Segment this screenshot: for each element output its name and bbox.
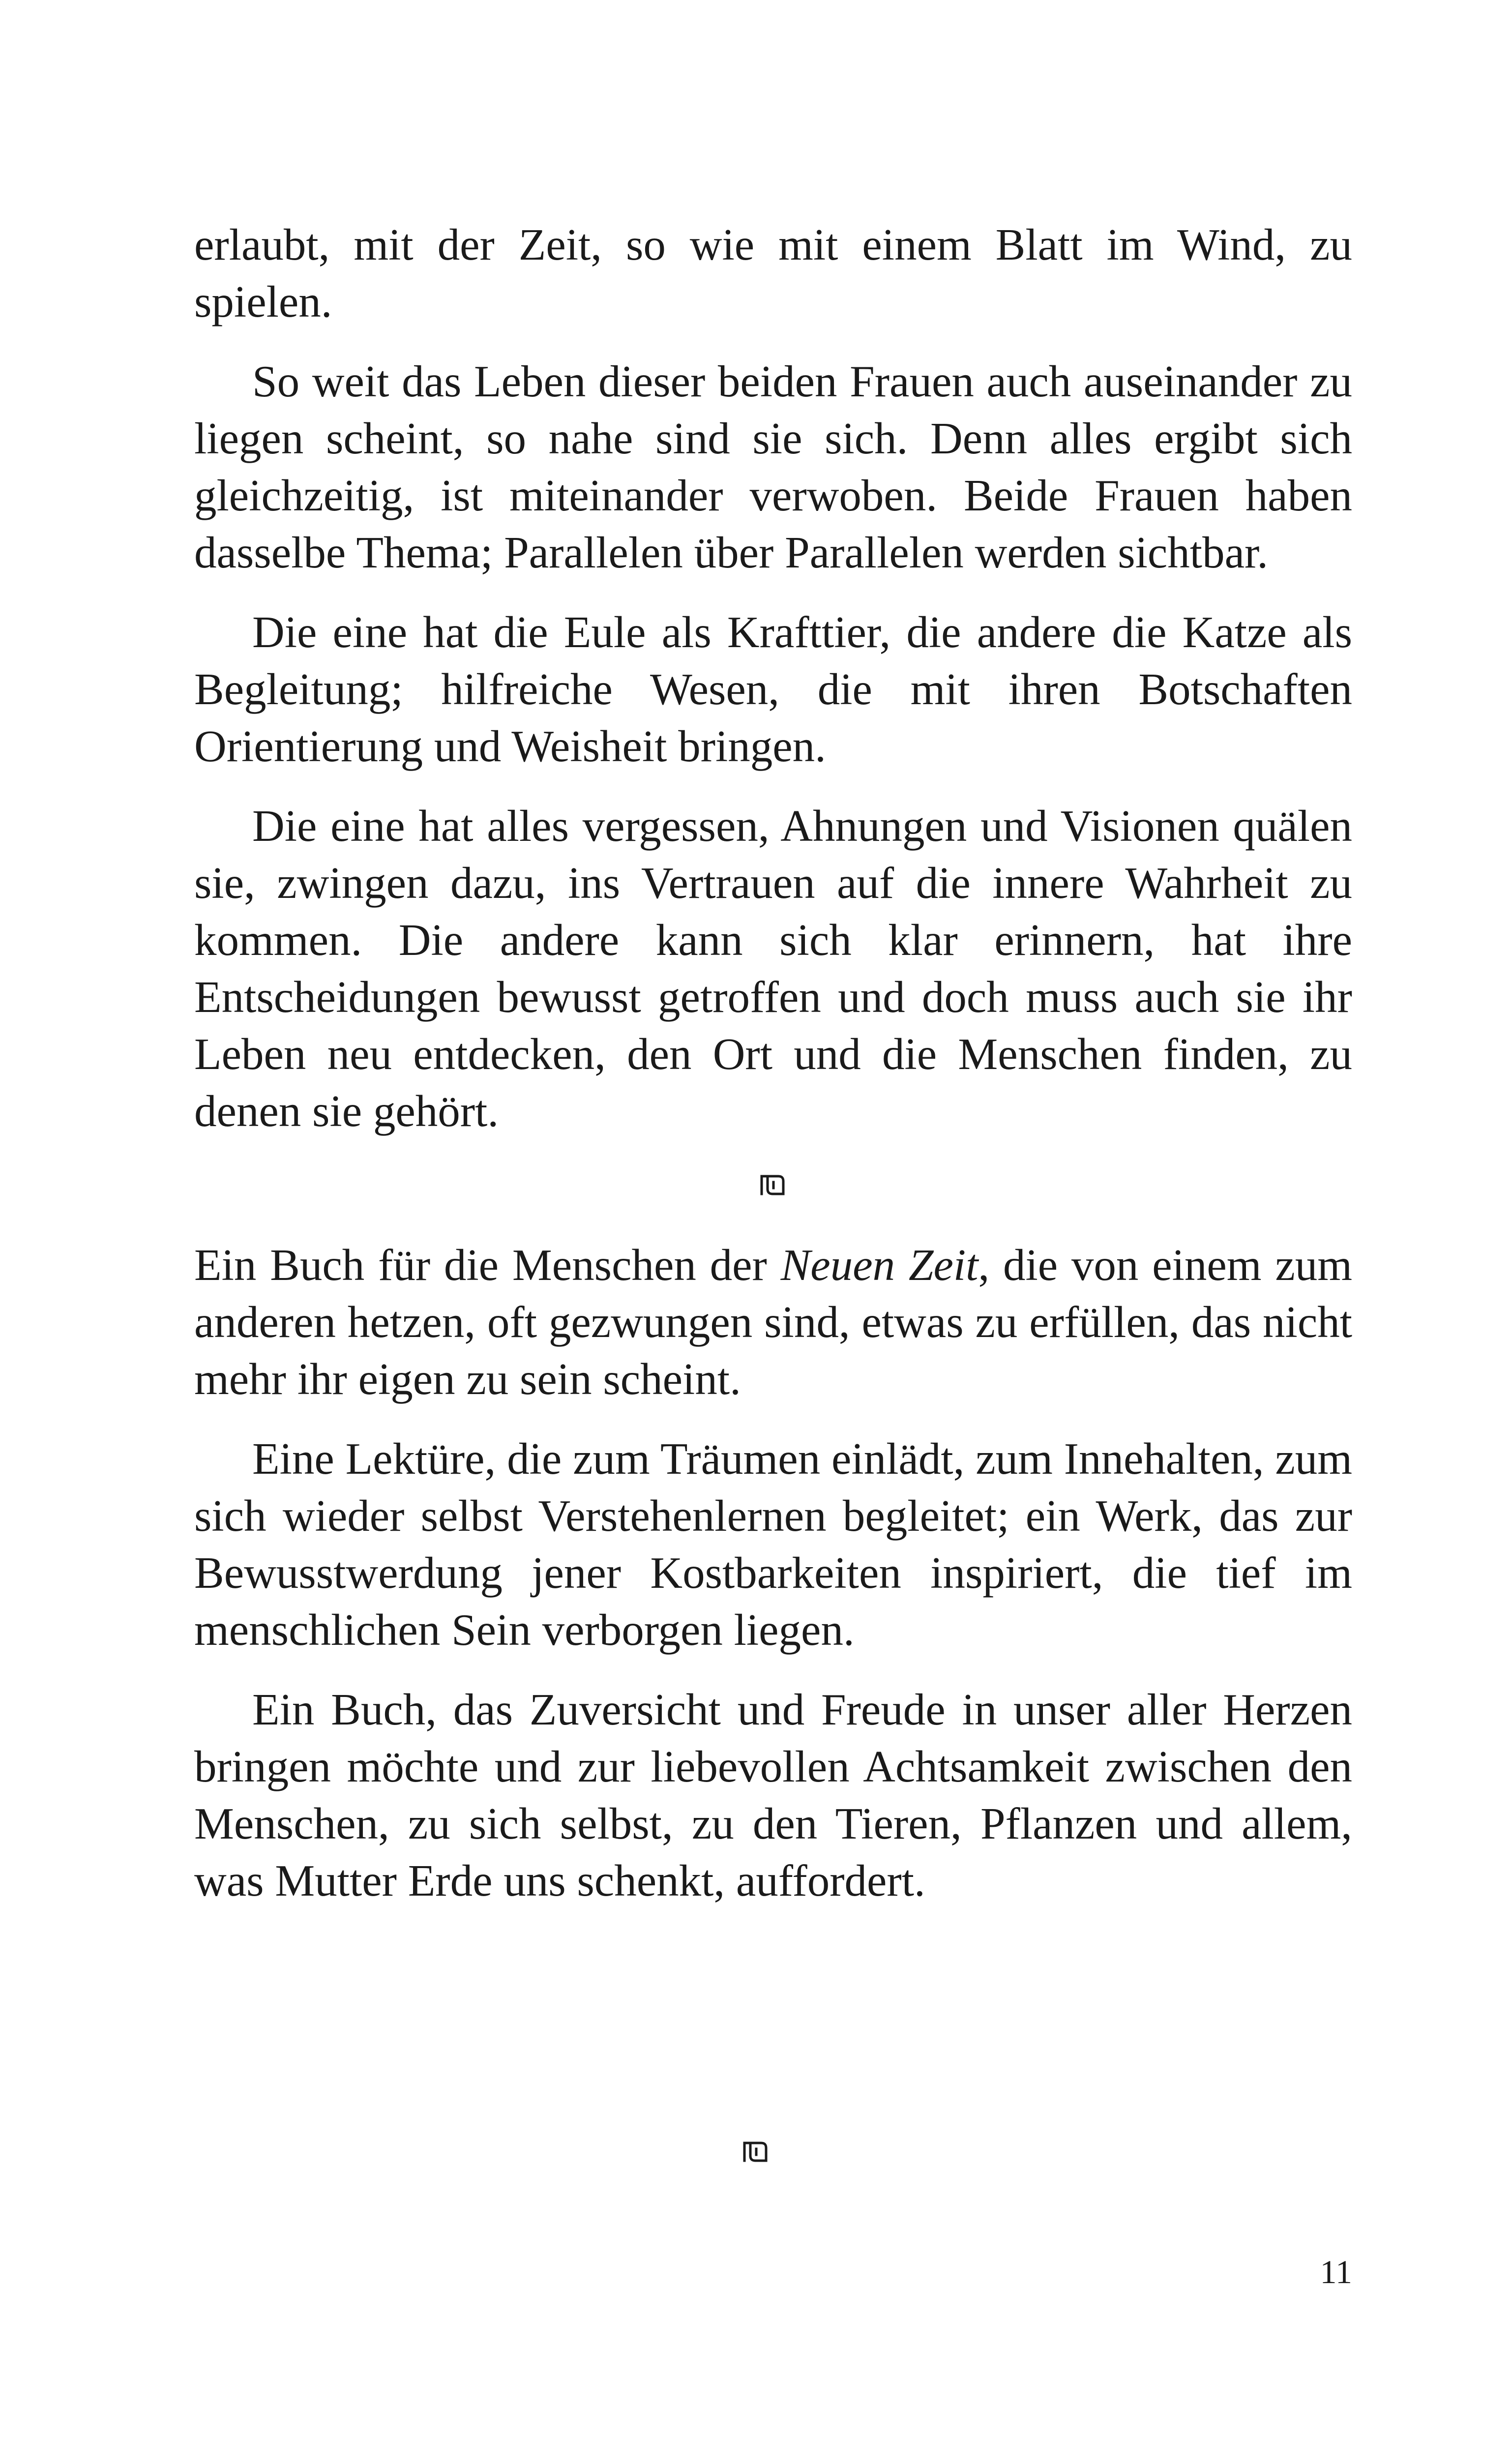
- ornament-glyph: [741, 2139, 771, 2166]
- ornamental-divider-icon: [194, 1172, 1352, 1204]
- paragraph-7: Ein Buch, das Zuversicht und Freude in unser aller Herzen bringen möchte und zur liebevollen Achtsamkeit zwischen den Menschen, zu sich selbst, zu den Tieren, Pflanzen und allem, was Mutter Erde uns schenkt, auffordert.: [194, 1685, 1352, 1905]
- paragraph-6: Eine Lektüre, die zum Träumen einlädt, zum Innehalten, zum sich wieder selbst Verstehenlernen begleitet; ein Werk, das zur Bewusstwerdung jener Kostbarkeiten inspiriert, die tief im menschlichen Sein verborgen liegen.: [194, 1434, 1352, 1655]
- paragraph-5-start: Ein Buch für die Menschen der: [194, 1240, 781, 1290]
- paragraph-5-end: , die von einem zum anderen hetzen, oft gezwungen sind, etwas zu erfüllen, das nicht mehr ihr eigen zu sein scheint.: [194, 1240, 1352, 1404]
- ornament-glyph: [759, 1172, 788, 1199]
- paragraph-1: erlaubt, mit der Zeit, so wie mit einem Blatt im Wind, zu spielen.: [194, 220, 1352, 327]
- page-number: 11: [1320, 2253, 1352, 2290]
- paragraph-3: Die eine hat die Eule als Krafttier, die andere die Katze als Begleitung; hilfreiche Wesen, die mit ihren Botschaften Orientierung und Weisheit bringen.: [194, 607, 1352, 771]
- paragraph-2: So weit das Leben dieser beiden Frauen auch auseinander zu liegen scheint, so nahe sind sie sich. Denn alles ergibt sich gleichzeitig, ist miteinander verwoben. Beide Frauen haben dasselbe Thema; Parallelen über Parallelen werden sichtbar.: [194, 357, 1352, 577]
- italic-title: Neuen Zeit: [780, 1240, 978, 1290]
- paragraph-5: [194, 1237, 1352, 1408]
- paragraph-4: Die eine hat alles vergessen, Ahnungen und Visionen quälen sie, zwingen dazu, ins Vertrauen auf die innere Wahrheit zu kommen. Die andere kann sich klar erinnern, hat ihre Entscheidungen bewusst getroffen und doch muss auch sie ihr Leben neu entdecken, den Ort und die Menschen finden, zu denen sie gehört.: [194, 801, 1352, 1136]
- ornamental-divider-icon: [0, 2139, 1512, 2168]
- page-body: [194, 216, 1352, 1909]
